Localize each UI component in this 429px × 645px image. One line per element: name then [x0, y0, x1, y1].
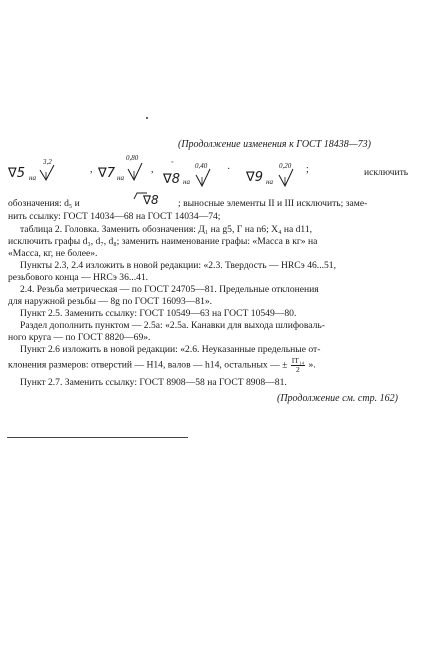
body-line-2: таблица 2. Головка. Заменить обозначения: Д₁ на g5, Г на n6; X₄ на d11,: [20, 224, 313, 235]
separator-comma: ,: [90, 164, 93, 175]
roughness-na-3: на: [183, 178, 190, 186]
body-line-7: 2.4. Резьба метрическая — по ГОСТ 24705—81. Предельные отклонения: [20, 284, 319, 295]
roughness-symbol-2: [98, 154, 158, 184]
fraction-tail: ».: [308, 359, 316, 371]
roughness-line2-text: ; выносные элементы II и III исключить; заме-: [178, 198, 368, 209]
fraction-numerator: IT₁₄: [291, 356, 305, 365]
body-line-10: Раздел дополнить пунктом — 2.5а: «2.5а. Канавки для выхода шлифоваль-: [20, 320, 325, 331]
body-line-8: для наружной резьбы — 8g по ГОСТ 16093—81».: [8, 296, 213, 307]
roughness-symbol-3: [163, 158, 223, 192]
roughness-check-icon: [195, 168, 211, 188]
tolerance-fraction: [291, 357, 305, 374]
roughness-check-icon: [127, 162, 143, 182]
continuation-footer: (Продолжение см. стр. 162): [277, 393, 398, 404]
roughness-class-2: ∇7: [98, 166, 115, 181]
body-line-13-text: клонения размеров: отверстий — H14, валов — h14, остальных — ±: [8, 359, 288, 371]
roughness-class-3: ∇8: [163, 172, 180, 187]
roughness-value-2: 0,80: [126, 154, 139, 162]
body-line-14: Пункт 2.7. Заменить ссылку: ГОСТ 8908—58 на ГОСТ 8908—81.: [20, 377, 287, 388]
roughness-na-2: на: [117, 174, 124, 182]
body-line-11: ного круга — по ГОСТ 8820—69».: [8, 332, 151, 343]
roughness-check-icon: [278, 168, 294, 188]
separator-dot: ·: [227, 164, 231, 175]
body-line-13: [8, 357, 316, 374]
roughness-line2-prefix: обозначения: d₅ и: [8, 198, 80, 209]
bottom-rule: [7, 437, 188, 438]
body-line-9: Пункт 2.5. Заменить ссылку: ГОСТ 10549—63 на ГОСТ 10549—80.: [20, 308, 297, 319]
body-line-4: «Масса, кг, не более».: [8, 248, 98, 259]
body-line-1: нить ссылку: ГОСТ 14034—68 на ГОСТ 14034—74;: [8, 211, 221, 222]
roughness-line2-class: ∇8: [143, 193, 159, 207]
roughness-class-1: ∇5: [8, 166, 25, 181]
small-circle-icon: ◦: [171, 158, 174, 166]
body-line-12: Пункт 2.6 изложить в новой редакции: «2.6. Неуказанные предельные от-: [20, 344, 321, 355]
roughness-class-4: ∇9: [246, 170, 263, 185]
roughness-na-1: на: [29, 174, 36, 182]
separator-semicolon: ;: [306, 164, 309, 175]
roughness-check-icon: [39, 164, 55, 182]
roughness-value-4: 0,20: [279, 162, 292, 170]
roughness-tail: исключить: [364, 167, 409, 178]
continuation-header: (Продолжение изменения к ГОСТ 18438—73): [178, 139, 371, 150]
page-mark-dot: [146, 117, 148, 119]
body-line-6: резьбового конца — HRCэ 36...41.: [8, 272, 149, 283]
roughness-symbol-1: [8, 158, 68, 186]
body-line-3: исключить графы d₃, d₇, d₈; заменить наименование графы: «Масса в кг» на: [8, 236, 318, 247]
roughness-value-3: 0,40: [195, 162, 208, 170]
roughness-symbol-4: [246, 158, 306, 190]
fraction-denominator: 2: [296, 365, 300, 374]
roughness-na-4: на: [266, 178, 273, 186]
roughness-value-1: 3,2: [43, 158, 52, 166]
body-line-5: Пункты 2.3, 2.4 изложить в новой редакции: «2.3. Твердость — HRCэ 46...51,: [20, 260, 336, 271]
separator-comma: ,: [151, 164, 154, 175]
